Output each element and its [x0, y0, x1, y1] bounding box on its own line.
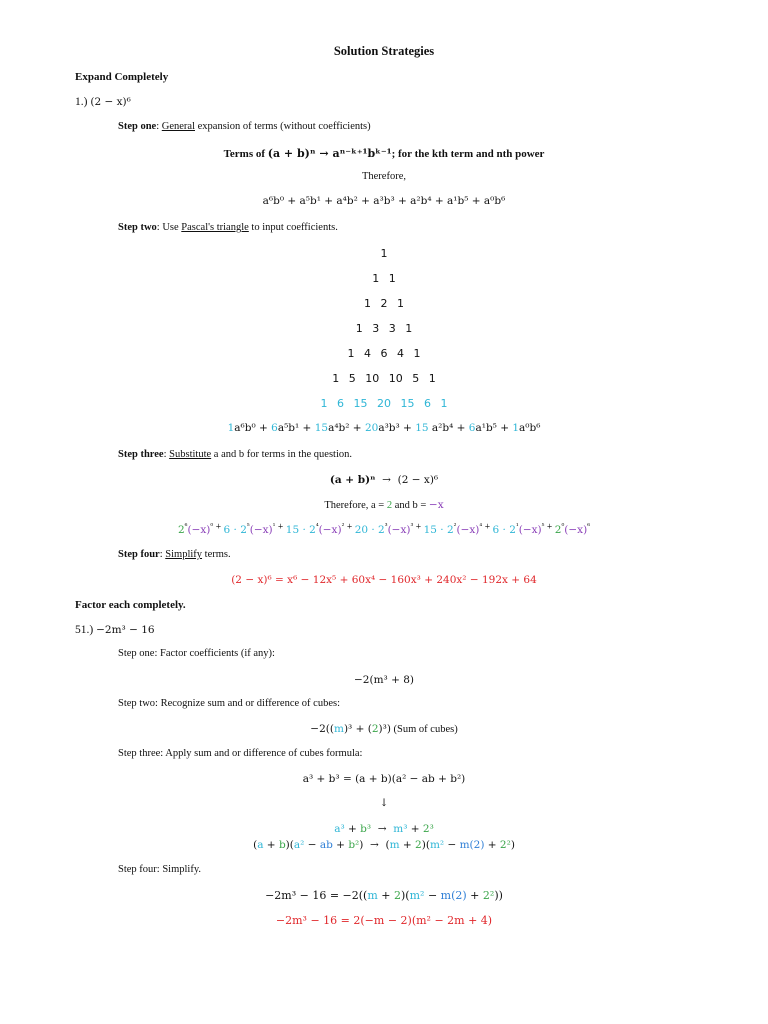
- term-b2: b²: [348, 839, 360, 851]
- eq-part: )³ + (: [343, 723, 372, 735]
- sub-pre: Therefore, a =: [324, 500, 387, 511]
- sub-a: 2: [554, 524, 562, 536]
- pascal-row: 1 2 1: [364, 297, 404, 310]
- term-b3: b³: [360, 823, 372, 835]
- step-verb: General: [161, 121, 195, 132]
- coefficient-terms: [0, 422, 768, 434]
- eq-part: −: [304, 839, 320, 851]
- step-four: [118, 549, 231, 560]
- eq-part: +: [377, 889, 395, 902]
- formula-mapping-line2: [0, 839, 768, 851]
- eq-part: ) → (: [359, 839, 390, 851]
- pascal-row-highlighted: 1 6 15 20 15 6 1: [320, 397, 448, 410]
- coefficient: 15: [415, 422, 429, 434]
- exp: ⁶: [184, 522, 188, 531]
- factor-answer: −2m³ − 16 = 2(−m − 2)(m² − 2m + 4): [275, 914, 493, 927]
- sub-mid: and b =: [392, 500, 429, 511]
- term-m: m: [367, 889, 378, 902]
- term-2: 2: [415, 839, 422, 851]
- sub-coef: 15 · 2: [423, 524, 454, 536]
- sub-b: (−x): [387, 524, 411, 536]
- expansion-answer: (2 − x)⁶ = x⁶ − 12x⁵ + 60x⁴ − 160x³ + 240x² − 192x + 64: [231, 574, 537, 586]
- eq-part: ): [510, 839, 515, 851]
- exp: ³: [384, 522, 388, 531]
- exp: ⁵ +: [541, 522, 555, 531]
- exp: ¹: [515, 522, 519, 531]
- eq-part: )³): [378, 723, 391, 735]
- page-title: Solution Strategies: [333, 44, 435, 58]
- term: a³b³ +: [378, 422, 416, 434]
- pascal-row: 1 4 6 4 1: [347, 347, 421, 360]
- problem-expression: −2m³ − 16: [96, 624, 155, 636]
- problem-51: [75, 624, 155, 636]
- step-label: Step four: [118, 549, 160, 560]
- step-text: terms.: [202, 549, 231, 560]
- eq-part: −2((: [310, 723, 334, 735]
- term-23: 2³: [422, 823, 434, 835]
- substitution-values: [0, 499, 768, 511]
- term-m2: m²: [429, 839, 445, 851]
- formula-mapping-line1: [0, 823, 768, 835]
- eq-part: )(: [401, 889, 410, 902]
- term-2-2: 2²: [482, 889, 495, 902]
- sub-a: 2: [177, 524, 185, 536]
- sub-b: (−x): [456, 524, 480, 536]
- factor-step-two: Step two: Recognize sum and or difference of cubes:: [118, 698, 340, 709]
- coefficient: 6: [468, 422, 476, 434]
- problem-number: 1.): [75, 96, 88, 108]
- coefficient: 1: [227, 422, 235, 434]
- substituted-expansion: [0, 524, 768, 536]
- mapping-left: (a + b)ⁿ: [329, 474, 376, 486]
- pascal-row: 1: [380, 247, 388, 260]
- sub-coef: 15 · 2: [285, 524, 316, 536]
- step-sep: : Use: [156, 222, 182, 233]
- eq-part: )(: [421, 839, 430, 851]
- coefficient: 20: [364, 422, 379, 434]
- exp: ⁴: [315, 522, 319, 531]
- problem-number: 51.): [75, 624, 94, 636]
- sub-b: (−x): [249, 524, 273, 536]
- sub-coef: 6 · 2: [492, 524, 516, 536]
- general-terms: a⁶b⁰ + a⁵b¹ + a⁴b² + a³b³ + a²b⁴ + a¹b⁵ + a⁰b⁶: [262, 195, 506, 207]
- term: a⁰b⁶: [519, 422, 541, 434]
- term-a3: a³: [334, 823, 345, 835]
- pascal-row: 1 1: [372, 272, 396, 285]
- exp: ² +: [341, 522, 355, 531]
- sub-coef: 20 · 2: [354, 524, 385, 536]
- term-m2: m²: [409, 889, 425, 902]
- exp: ³ +: [410, 522, 424, 531]
- exp: ⁵: [246, 522, 250, 531]
- cubes-formula: a³ + b³ = (a + b)(a² − ab + b²): [302, 773, 466, 785]
- therefore-label: Therefore,: [361, 171, 406, 182]
- step-sep: :: [159, 549, 166, 560]
- value-b: −x: [428, 499, 444, 511]
- sub-coef: 6 · 2: [223, 524, 247, 536]
- factor-step-one: Step one: Factor coefficients (if any):: [118, 648, 275, 659]
- term-m3: m³: [393, 823, 408, 835]
- pascal-row: 1 3 3 1: [355, 322, 413, 335]
- step-verb: Simplify: [165, 549, 203, 560]
- exp: ⁰: [561, 522, 565, 531]
- step-text: expansion of terms (without coefficients): [195, 121, 371, 132]
- value-a: 2: [386, 500, 393, 511]
- exp: ⁰ +: [210, 522, 224, 531]
- sub-b: (−x): [187, 524, 211, 536]
- exp: ⁶: [587, 522, 590, 531]
- eq-part: −2m³ − 16 = −2((: [265, 889, 368, 902]
- sum-of-cubes-note: (Sum of cubes): [390, 724, 458, 735]
- mapping-arrow: →: [375, 474, 398, 486]
- eq-part: )(: [285, 839, 294, 851]
- step-sep: :: [156, 121, 162, 132]
- eq-part: +: [263, 839, 279, 851]
- term-a2: a²: [293, 839, 305, 851]
- step-sep: :: [163, 449, 170, 460]
- exp: ⁴ +: [479, 522, 493, 531]
- factor-step-two-eq: [0, 723, 768, 735]
- eq-part: )): [494, 889, 503, 902]
- term-b: b: [278, 839, 286, 851]
- coefficient: 1: [512, 422, 520, 434]
- term-2: 2: [394, 889, 402, 902]
- section-heading-factor: Factor each completely.: [75, 599, 186, 611]
- eq-part: (: [253, 839, 258, 851]
- pascal-row: 1 5 10 10 5 1: [332, 372, 436, 385]
- step-text: a and b for terms in the question.: [211, 449, 352, 460]
- coefficient: 15: [314, 422, 329, 434]
- terms-rule: [0, 147, 768, 160]
- term-a: a: [257, 839, 264, 851]
- terms-rule-text: ; for the kth term and nth power: [391, 148, 545, 160]
- cube-term-m: m: [333, 723, 344, 735]
- cube-term-2: 2: [371, 723, 379, 735]
- eq-part: +: [407, 823, 423, 835]
- step-label: Step one: [118, 121, 157, 132]
- term: a¹b⁵ +: [475, 422, 513, 434]
- problem-1: [75, 96, 131, 108]
- term-m: m: [389, 839, 400, 851]
- mapping-right: (2 − x)⁶: [397, 474, 439, 486]
- term: a⁶b⁰ +: [234, 422, 272, 434]
- eq-part: +: [399, 839, 416, 851]
- term: a⁴b² +: [328, 422, 365, 434]
- term: a²b⁴ +: [428, 422, 469, 434]
- factor-step-four: Step four: Simplify.: [118, 864, 202, 875]
- terms-rule-label: Terms of: [223, 148, 266, 160]
- sub-b: (−x): [318, 524, 342, 536]
- terms-rule-expr: (a + b)ⁿ → aⁿ⁻ᵏ⁺¹bᵏ⁻¹: [267, 147, 392, 160]
- arrow: →: [371, 823, 394, 835]
- sub-b: (−x): [518, 524, 542, 536]
- eq-part: +: [466, 889, 483, 902]
- eq-part: −: [424, 889, 441, 902]
- eq-part: +: [484, 839, 500, 851]
- section-heading-expand: Expand Completely: [75, 71, 169, 83]
- step-verb: Substitute: [169, 449, 212, 460]
- term-ab: ab: [319, 839, 333, 851]
- eq-part: +: [344, 823, 361, 835]
- problem-expression: (2 − x)⁶: [90, 96, 131, 108]
- factor-step-one-eq: −2(m³ + 8): [354, 674, 414, 686]
- term-m-2: m(2): [440, 889, 467, 902]
- term: a⁵b¹ +: [277, 422, 315, 434]
- step-two: [118, 222, 338, 233]
- step-one: [118, 121, 371, 132]
- factor-step-three: Step three: Apply sum and or difference of cubes formula:: [118, 748, 363, 759]
- step-label: Step two: [118, 222, 157, 233]
- simplify-equation: [0, 889, 768, 902]
- eq-part: +: [332, 839, 349, 851]
- eq-part: −: [444, 839, 460, 851]
- binomial-mapping: [0, 474, 768, 486]
- sub-b: (−x): [564, 524, 588, 536]
- exp: ¹ +: [272, 522, 286, 531]
- step-three: [118, 449, 352, 460]
- step-text: to input coefficients.: [248, 222, 338, 233]
- coefficient: 6: [271, 422, 278, 434]
- exp: ²: [453, 522, 457, 531]
- term-2-2: 2²: [499, 839, 511, 851]
- down-arrow-icon: ↓: [379, 797, 389, 809]
- step-verb: Pascal's triangle: [181, 222, 249, 233]
- term-m-2: m(2): [459, 839, 485, 851]
- step-label: Step three: [118, 449, 164, 460]
